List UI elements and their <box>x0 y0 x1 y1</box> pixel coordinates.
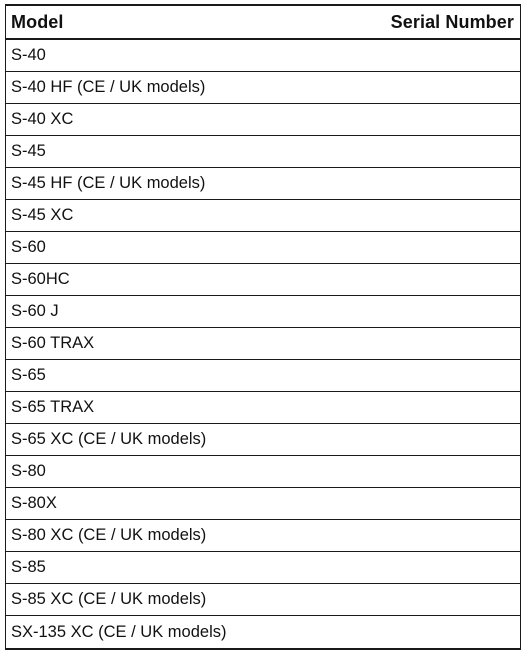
model-cell: S-60 TRAX <box>11 334 95 352</box>
model-cell: S-40 HF (CE / UK models) <box>11 78 206 96</box>
model-cell: S-40 XC <box>11 110 74 128</box>
model-cell: S-65 <box>11 366 46 384</box>
table-row <box>6 40 520 72</box>
model-cell: S-40 <box>11 46 46 64</box>
model-cell: S-80 XC (CE / UK models) <box>11 526 207 544</box>
table-row <box>6 200 520 232</box>
model-cell: S-60HC <box>11 270 70 288</box>
table-header-row <box>6 6 520 40</box>
table-row <box>6 488 520 520</box>
table-row <box>6 552 520 584</box>
model-serial-table <box>5 4 521 650</box>
model-cell: S-45 <box>11 142 46 160</box>
table-row <box>6 392 520 424</box>
table-row <box>6 456 520 488</box>
table-row <box>6 104 520 136</box>
table-row <box>6 360 520 392</box>
table-row <box>6 328 520 360</box>
table-row <box>6 424 520 456</box>
table-row <box>6 296 520 328</box>
table-row <box>6 72 520 104</box>
table-row <box>6 616 520 648</box>
model-column-header: Model <box>11 11 64 32</box>
model-cell: S-45 XC <box>11 206 74 224</box>
model-cell: S-45 HF (CE / UK models) <box>11 174 206 192</box>
model-cell: S-80 <box>11 462 46 480</box>
table-row <box>6 168 520 200</box>
table-row <box>6 264 520 296</box>
model-cell: S-65 TRAX <box>11 398 95 416</box>
model-cell: S-60 J <box>11 302 59 320</box>
model-cell: S-65 XC (CE / UK models) <box>11 430 207 448</box>
model-cell: S-80X <box>11 494 57 512</box>
model-cell: S-85 <box>11 558 46 576</box>
table-row <box>6 520 520 552</box>
table-body <box>6 40 520 648</box>
table-row <box>6 136 520 168</box>
model-cell: SX-135 XC (CE / UK models) <box>11 622 227 641</box>
table-row <box>6 584 520 616</box>
model-cell: S-85 XC (CE / UK models) <box>11 590 207 608</box>
serial-number-column-header: Serial Number <box>390 11 514 32</box>
model-cell: S-60 <box>11 238 46 256</box>
table-row <box>6 232 520 264</box>
